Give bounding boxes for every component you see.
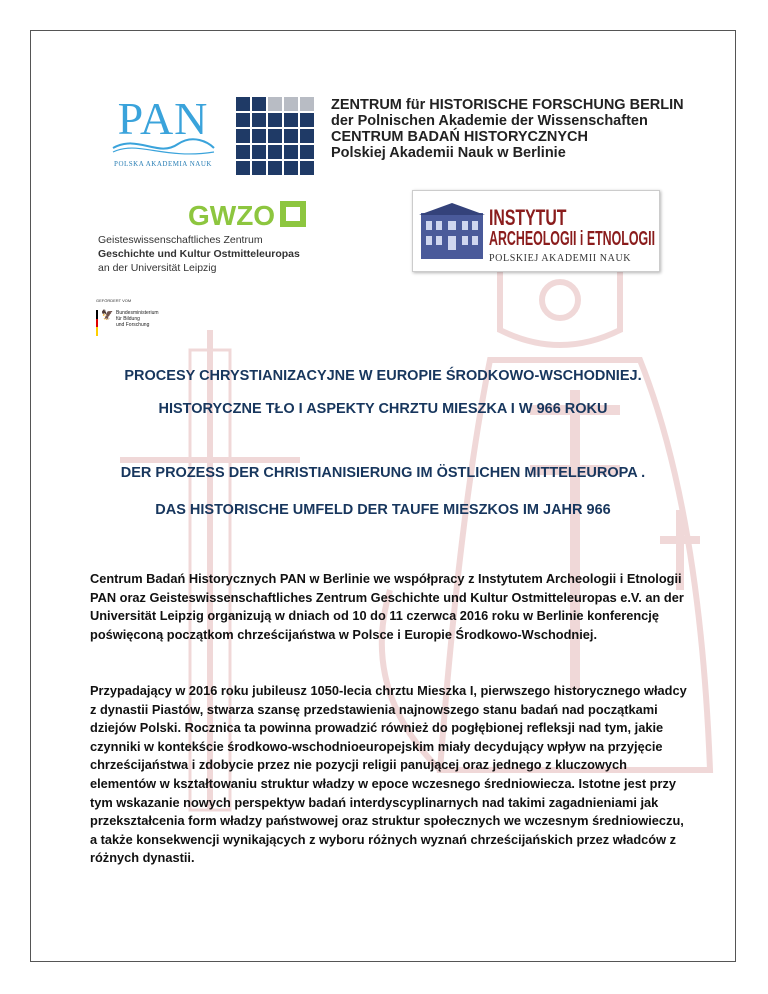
- zhf-grid-logo-icon: [236, 97, 314, 175]
- gwzo-logo: [188, 200, 308, 235]
- pan-swoosh-icon: [108, 136, 218, 158]
- iae-line-1: INSTYTUT: [489, 205, 567, 230]
- bmbf-line-3: und Forschung: [116, 322, 150, 328]
- gwzo-line-2: Geschichte und Kultur Ostmitteleuropas: [98, 248, 300, 260]
- federal-eagle-icon: 🦅: [101, 310, 114, 321]
- bmbf-logo: [96, 298, 196, 343]
- iae-line-2: ARCHEOLOGII i ETNOLOGII: [489, 228, 656, 250]
- gwzo-institute-name: [98, 233, 300, 275]
- zhf-line-4: Polskiej Akademii Nauk w Berlinie: [331, 145, 566, 161]
- zhf-line-2: der Polnischen Akademie der Wissenschaften: [331, 113, 648, 129]
- zhf-line-3: CENTRUM BADAŃ HISTORYCZNYCH: [331, 129, 588, 145]
- iae-building-icon: [419, 203, 485, 261]
- zhf-institute-name: [331, 97, 684, 161]
- title-de-line-1: DER PROZESS DER CHRISTIANISIERUNG IM ÖSTLICHEN MITTELEUROPA .: [120, 465, 646, 481]
- title-de-line-2: DAS HISTORISCHE UMFELD DER TAUFE MIESZKOS IM JAHR 966: [155, 502, 611, 518]
- iae-logo: [412, 190, 660, 272]
- gwzo-line-1: Geisteswissenschaftliches Zentrum: [98, 234, 263, 246]
- title-pl-line-2: HISTORYCZNE TŁO I ASPEKTY CHRZTU MIESZKA I W 966 ROKU: [158, 401, 608, 417]
- zhf-line-1: ZENTRUM für HISTORISCHE FORSCHUNG BERLIN: [331, 97, 684, 113]
- paragraph-1: Centrum Badań Historycznych PAN w Berlinie we współpracy z Instytutem Archeologii i Etnologii PAN oraz Geisteswissenschaftliches Zentrum Geschichte und Kultur Ostmitteleuropas e.V. an der Universität Leipzig organizują w dniach od 10 do 11 czerwca 2016 roku w Berlinie konferencję poświęconą początkom chrześcijaństwa w Polsce i Europie Środkowo-Wschodniej.: [90, 571, 684, 642]
- gwzo-wordmark-icon: [188, 200, 308, 230]
- title-pl-line-1: PROCESY CHRYSTIANIZACYJNE W EUROPIE ŚRODKOWO-WSCHODNIEJ.: [124, 368, 642, 384]
- pan-logo: [98, 92, 228, 172]
- iae-line-3: POLSKIEJ AKADEMII NAUK: [489, 253, 632, 264]
- bmbf-line-2: für Bildung: [116, 316, 140, 322]
- gwzo-wordmark: GWZO: [188, 200, 276, 230]
- german-flag-icon: [96, 310, 98, 336]
- pan-caption: POLSKA AKADEMIA NAUK: [114, 160, 212, 168]
- paragraph-2: Przypadający w 2016 roku jubileusz 1050-lecia chrztu Mieszka I, pierwszego historycznego władcy z dynastii Piastów, stwarza szansę przedstawienia najnowszego stanu badań nad początkami dziejów Polski. Rocznica ta powinna prowadzić również do pogłębionej refleksji nad tym, jakie czynniki w kontekście środkowo-wschodnioeuropejskim miały decydujący wpływ na przyjęcie chrześcijaństwa i zdobycie przez nie pozycji religii panującej oraz jednego z kluczowych elementów w kształtowaniu struktur władzy w epoce wczesnego średniowiecza. Istotne jest przy tym wskazanie nowych perspektyw badań interdyscyplinarnych nad takimi zagadnieniami jak przekształcenia form władzy państwowej oraz struktur społecznych we wczesnym średniowieczu, a także konsekwencji wynikających z wyboru różnych wyznań chrześcijańskich przez władców z różnych dynastii.: [90, 683, 687, 866]
- bmbf-funded-label: GEFÖRDERT VOM: [96, 298, 132, 303]
- bmbf-line-1: Bundesministerium: [116, 310, 159, 316]
- gwzo-line-3: an der Universität Leipzig: [98, 262, 217, 274]
- bmbf-name: [116, 310, 159, 328]
- pan-wordmark: PAN: [117, 93, 209, 144]
